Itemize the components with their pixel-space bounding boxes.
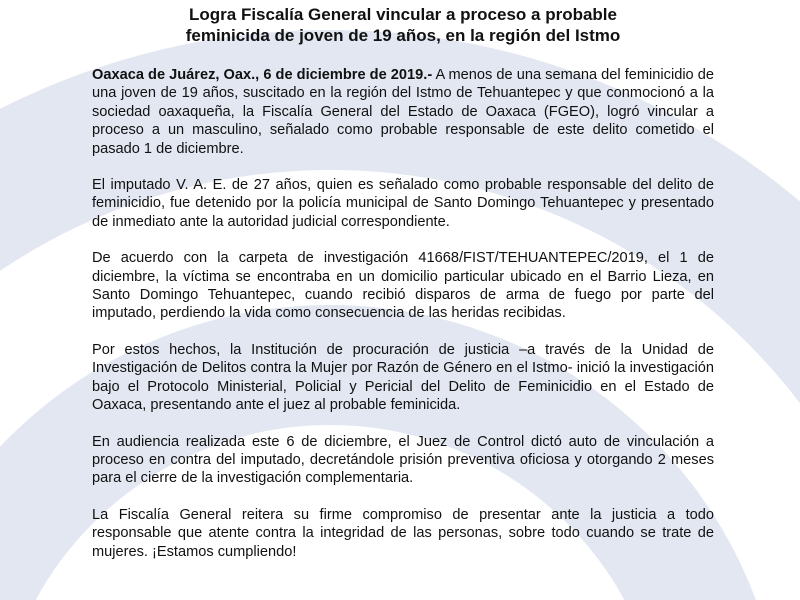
press-release: [92, 0, 714, 561]
paragraph-6: La Fiscalía General reitera su firme compromiso de presentar ante la justicia a todo responsable que atente contra la integridad de las personas, sobre todo cuando se trate de mujeres. ¡Estamos cumpliendo!: [92, 506, 714, 560]
paragraph-4: Por estos hechos, la Institución de procuración de justicia –a través de la Unidad de Investigación de Delitos contra la Mujer por Razón de Género en el Istmo- inició la investigación bajo el Protocolo Ministerial, Policial y Pericial del Delito de Feminicidio en el Estado de Oaxaca, presentando ante el juez al probable feminicida.: [92, 341, 714, 414]
paragraph-3: De acuerdo con la carpeta de investigación 41668/FIST/TEHUANTEPEC/2019, el 1 de diciembre, la víctima se encontraba en un domicilio particular ubicado en el Barrio Lieza, en Santo Domingo Tehuantepec, cuando recibió disparos de arma de fuego por parte del imputado, perdiendo la vida como consecuencia de las heridas recibidas.: [92, 250, 714, 322]
dateline: Oaxaca de Juárez, Oax., 6 de diciembre de 2019.-: [92, 67, 433, 83]
paragraph-2: El imputado V. A. E. de 27 años, quien es señalado como probable responsable del delito de feminicidio, fue detenido por la policía municipal de Santo Domingo Tehuantepec y presentado de inmediato ante la autoridad judicial correspondiente.: [92, 177, 714, 230]
headline-line-2: feminicida de joven de 19 años, en la región del Istmo: [185, 26, 621, 45]
headline-line-1: Logra Fiscalía General vincular a proceso a probable: [189, 5, 617, 24]
paragraph-1: [92, 66, 714, 158]
paragraph-1-body: A menos de una semana del feminicidio de una joven de 19 años, suscitado en la región del Istmo de Tehuantepec y que conmocionó a la sociedad oaxaqueña, la Fiscalía General del Estado de Oaxaca (FGEO), logró vincular a proceso a un masculino, señalado como probable responsable de este delito cometido el pasado 1 de diciembre.: [92, 67, 714, 157]
headline: [92, 4, 714, 46]
paragraph-5: En audiencia realizada este 6 de diciembre, el Juez de Control dictó auto de vinculación a proceso en contra del imputado, decretándole prisión preventiva oficiosa y otorgando 2 meses para el cierre de la investigación complementaria.: [92, 433, 714, 487]
